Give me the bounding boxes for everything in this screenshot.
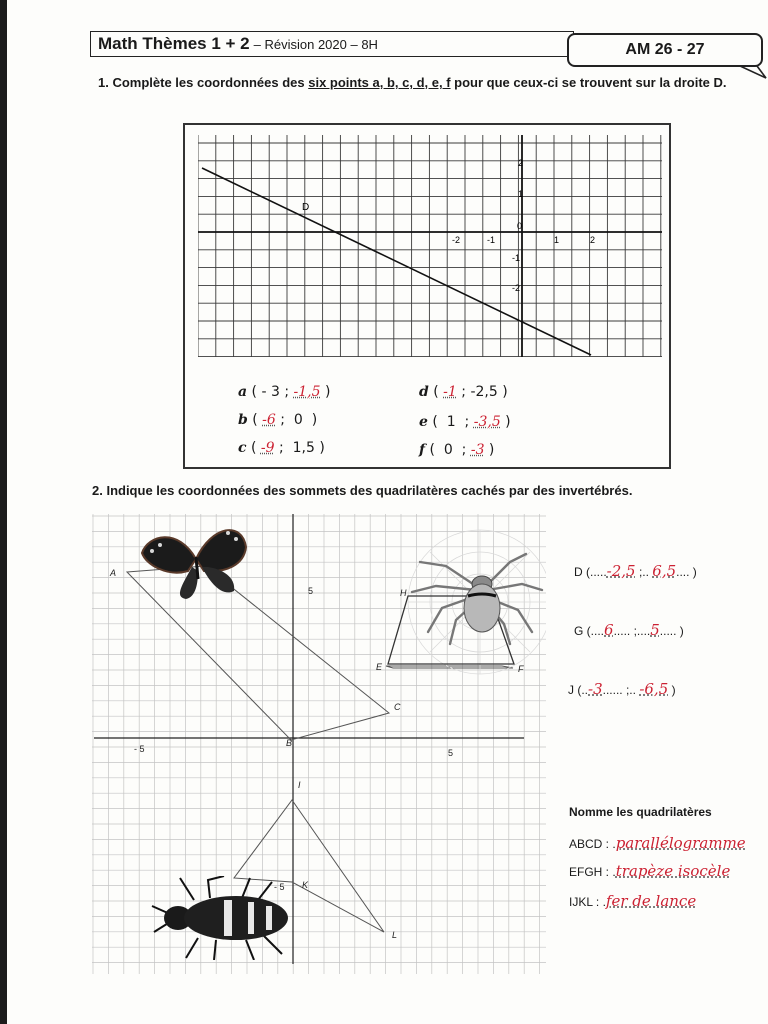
x-tick-label: 1 (554, 235, 560, 245)
page-subtitle: – Révision 2020 – 8H (253, 36, 378, 52)
vertex-F: F (518, 664, 524, 674)
y-pos-label: 5 (308, 586, 314, 596)
butterfly-icon (138, 517, 250, 603)
point-e-coords: e ( 1 ; -3,5 ) (419, 414, 511, 430)
names-heading: Nomme les quadrilatères (569, 805, 712, 819)
vertex-C: C (394, 702, 401, 712)
spider-icon (406, 548, 548, 646)
answer-D: D (.....-2,5 ;.. 6,5.... ) (574, 562, 697, 580)
x-tick-label: 2 (590, 235, 596, 245)
question-2-text: 2. Indique les coordonnées des sommets des quadrilatères cachés par des invertébrés. (92, 483, 633, 498)
point-b-coords: b ( -6 ; 0 ) (238, 412, 318, 428)
y-tick-label: -2 (512, 283, 521, 293)
line-graph (198, 135, 662, 357)
vertex-A: A (110, 568, 117, 578)
name-row-EFGH: EFGH : .trapèze isocèle (569, 862, 731, 880)
answer-J: J (..-3...... ;.. -6,5 ) (568, 680, 676, 698)
question-1-text: 1. Complète les coordonnées des six points a, b, c, d, e, f pour que ceux-ci se trouvent sur la droite D. (98, 75, 727, 90)
x-tick-label: -1 (487, 235, 496, 245)
scan-edge (0, 0, 7, 1024)
name-row-ABCD: ABCD : .parallélogramme (569, 834, 746, 852)
point-d-coords: d ( -1 ; -2,5 ) (419, 384, 508, 400)
page-title: Math Thèmes 1 + 2 (98, 34, 250, 53)
x-neg-label: - 5 (134, 744, 145, 754)
point-c-coords: c ( -9 ; 1,5 ) (238, 440, 325, 456)
y-tick-label: -1 (512, 253, 521, 263)
title-box (90, 31, 574, 57)
answer-G: G (....6..... ;....5..... ) (574, 621, 684, 639)
x-tick-label: -2 (452, 235, 461, 245)
point-f-coords: f ( 0 ; -3 ) (419, 442, 495, 458)
vertex-E: E (376, 662, 383, 672)
vertex-K: K (302, 880, 309, 890)
line-D-label: D (302, 202, 310, 213)
name-row-IJKL: IJKL : .fer de lance (569, 892, 697, 910)
vertex-B: B (286, 738, 293, 748)
y-tick-label: 1 (518, 189, 524, 199)
y-tick-label: 2 (518, 158, 524, 168)
origin-label: 0 (517, 221, 523, 231)
vertex-H: H (400, 588, 407, 598)
vertex-I: I (298, 780, 301, 790)
y-neg-label: - 5 (274, 882, 285, 892)
x-pos-label: 5 (448, 748, 454, 758)
exercise-code: AM 26 - 27 (567, 33, 763, 67)
vertex-L: L (392, 930, 398, 940)
beetle-icon (150, 876, 292, 960)
point-a-coords: a ( - 3 ; -1,5 ) (238, 384, 331, 400)
graph-grid (198, 135, 662, 357)
